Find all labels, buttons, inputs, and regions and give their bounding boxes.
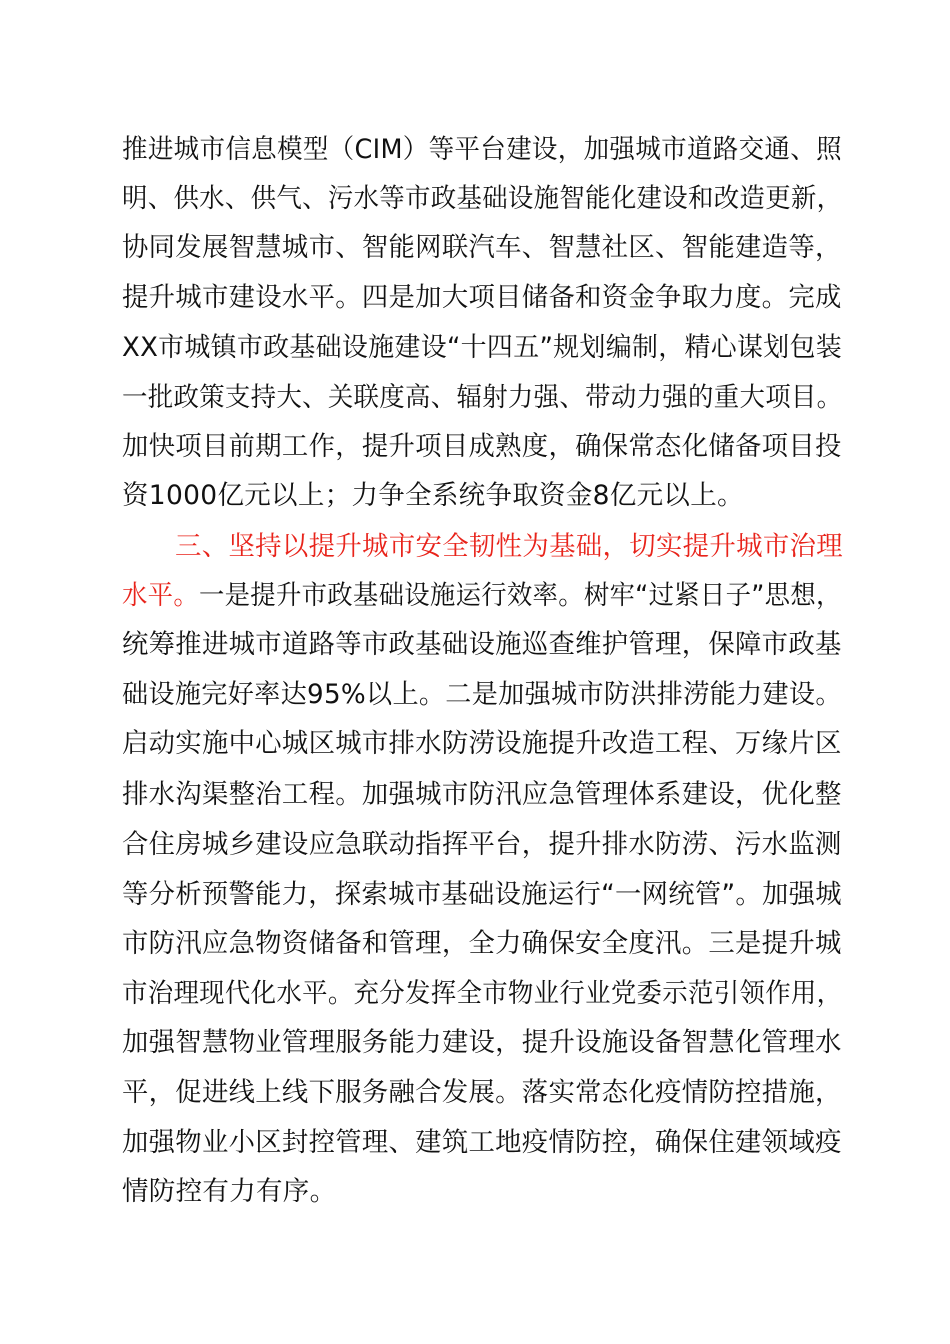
paragraph-line: 础设施完好率达95%以上。二是加强城市防洪排涝能力建设。 xyxy=(122,679,842,710)
paragraph-line: 加快项目前期工作，提升项目成熟度，确保常态化储备项目投 xyxy=(122,431,842,462)
paragraph-line: XX市城镇市政基础设施建设“十四五”规划编制，精心谋划包装 xyxy=(122,332,842,363)
paragraph-line: 等分析预警能力，探索城市基础设施运行“一网统管”。加强城 xyxy=(122,879,842,910)
section-heading-end: 水平。 xyxy=(122,580,199,611)
paragraph-line: 平，促进线上线下服务融合发展。落实常态化疫情防控措施， xyxy=(122,1077,842,1108)
paragraph-line: 情防控有力有序。 xyxy=(122,1176,337,1207)
section-heading-continuation xyxy=(122,571,842,621)
paragraph-text: 一是提升市政基础设施运行效率。树牢“过紧日子”思想， xyxy=(198,580,842,611)
paragraph-line: 合住房城乡建设应急联动指挥平台，提升排水防涝、污水监测 xyxy=(122,829,842,860)
paragraph-line: 协同发展智慧城市、智能网联汽车、智慧社区、智能建造等， xyxy=(122,232,842,263)
paragraph-line: 明、供水、供气、污水等市政基础设施智能化建设和改造更新， xyxy=(122,183,843,214)
paragraph-line: 排水沟渠整治工程。加强城市防汛应急管理体系建设，优化整 xyxy=(122,779,842,810)
paragraph-line: 一批政策支持大、关联度高、辐射力强、带动力强的重大项目。 xyxy=(122,382,843,413)
paragraph-line: 推进城市信息模型（CIM）等平台建设，加强城市道路交通、照 xyxy=(122,134,842,165)
paragraph-line: 加强物业小区封控管理、建筑工地疫情防控，确保住建领域疫 xyxy=(122,1127,842,1158)
paragraph-line: 启动实施中心城区城市排水防涝设施提升改造工程、万缘片区 xyxy=(122,728,842,759)
paragraph-line: 统筹推进城市道路等市政基础设施巡查维护管理，保障市政基 xyxy=(122,629,842,660)
section-heading: 三、坚持以提升城市安全韧性为基础，切实提升城市治理 xyxy=(175,531,843,562)
paragraph-line: 资1000亿元以上；力争全系统争取资金8亿元以上。 xyxy=(122,480,744,511)
paragraph-line: 提升城市建设水平。四是加大项目储备和资金争取力度。完成 xyxy=(122,282,842,313)
paragraph-line: 加强智慧物业管理服务能力建设，提升设施设备智慧化管理水 xyxy=(122,1027,842,1058)
paragraph-line: 市治理现代化水平。充分发挥全市物业行业党委示范引领作用， xyxy=(122,978,843,1009)
paragraph-line: 市防汛应急物资储备和管理，全力确保安全度汛。三是提升城 xyxy=(122,928,842,959)
